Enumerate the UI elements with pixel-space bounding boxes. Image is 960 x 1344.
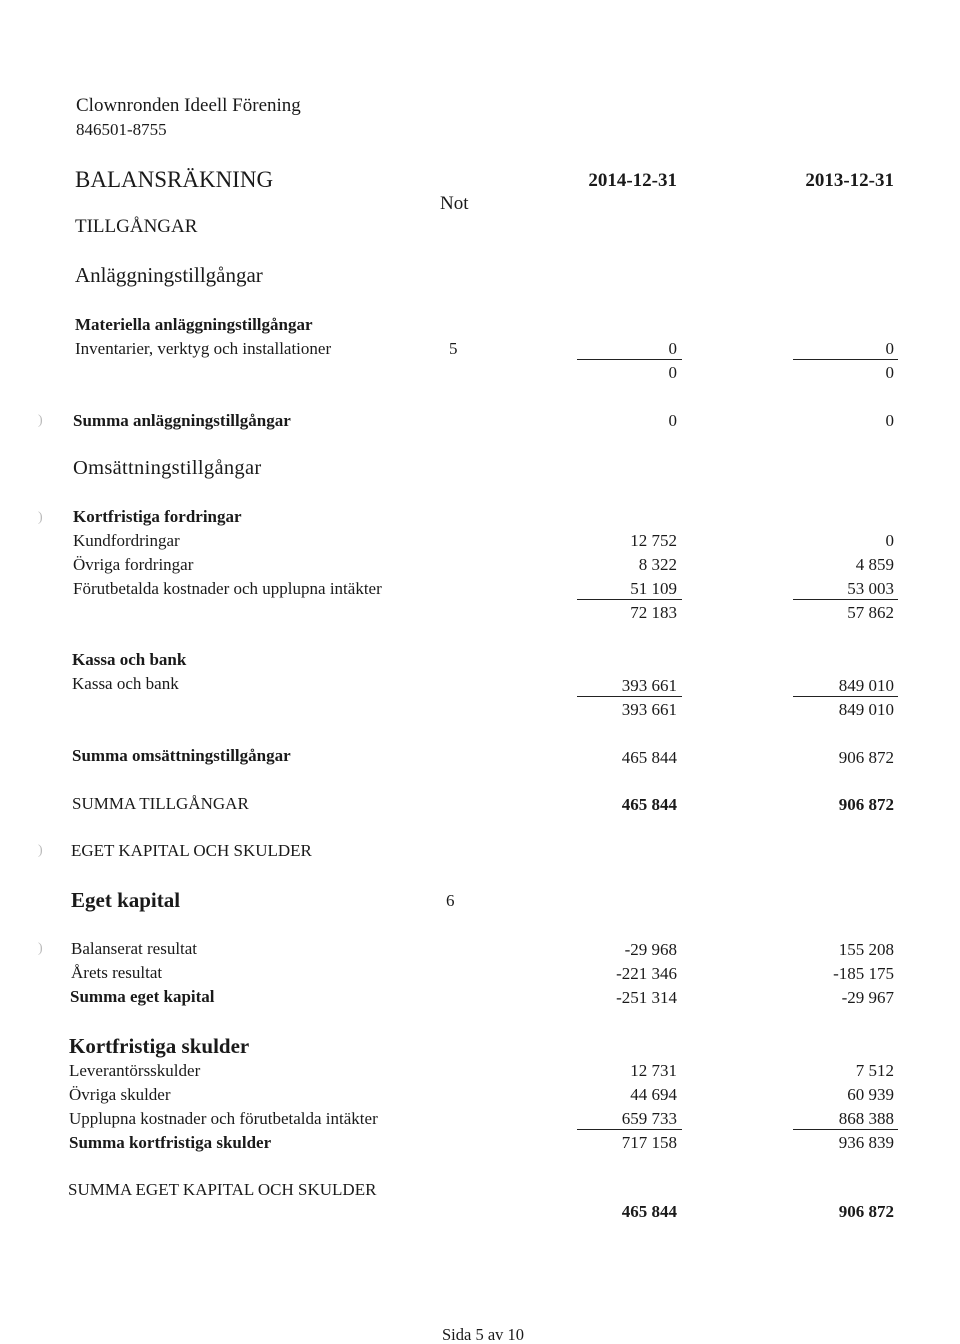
equity-total-label: Summa eget kapital bbox=[70, 987, 215, 1006]
underline bbox=[577, 599, 682, 600]
fixed-assets-total-2014: 0 bbox=[668, 411, 677, 430]
row-value-2013: 155 208 bbox=[838, 940, 894, 959]
row-label: Årets resultat bbox=[71, 963, 163, 982]
equity-liabilities-heading: EGET KAPITAL OCH SKULDER bbox=[71, 841, 312, 860]
subtotal-2014: 393 661 bbox=[621, 700, 677, 719]
subtotal-2014: 72 183 bbox=[630, 603, 677, 622]
tangible-assets-heading: Materiella anläggningstillgångar bbox=[75, 315, 313, 334]
equity-heading: Eget kapital bbox=[71, 888, 181, 912]
total-equity-liabilities-2014: 465 844 bbox=[621, 1202, 677, 1221]
row-value-2014: 0 bbox=[668, 339, 677, 358]
row-value-2014: 12 731 bbox=[630, 1061, 677, 1080]
note-column-header: Not bbox=[440, 193, 469, 214]
row-label: Inventarier, verktyg och installationer bbox=[75, 339, 332, 358]
current-assets-total-2014: 465 844 bbox=[621, 748, 677, 767]
page-number: Sida 5 av 10 bbox=[442, 1325, 525, 1344]
column-header-2014: 2014-12-31 bbox=[588, 170, 677, 191]
row-value-2014: -29 968 bbox=[624, 940, 677, 959]
total-equity-liabilities-2013: 906 872 bbox=[838, 1202, 894, 1221]
total-assets-2014: 465 844 bbox=[621, 795, 677, 814]
row-label: Kundfordringar bbox=[73, 531, 180, 550]
row-value-2014: 8 322 bbox=[638, 555, 677, 574]
note-number: 5 bbox=[449, 339, 458, 358]
underline bbox=[793, 1129, 898, 1130]
total-assets-label: SUMMA TILLGÅNGAR bbox=[72, 794, 249, 813]
row-value-2013: 0 bbox=[885, 531, 894, 550]
total-equity-liabilities-label: SUMMA EGET KAPITAL OCH SKULDER bbox=[68, 1180, 377, 1199]
scan-mark: ) bbox=[38, 941, 43, 956]
row-value-2013: 4 859 bbox=[855, 555, 894, 574]
subtotal-2013: 0 bbox=[885, 363, 894, 382]
note-number: 6 bbox=[446, 891, 455, 910]
column-header-2013: 2013-12-31 bbox=[805, 170, 894, 191]
short-term-liabilities-heading: Kortfristiga skulder bbox=[69, 1034, 250, 1058]
fixed-assets-total-2013: 0 bbox=[885, 411, 894, 430]
subtotal-2013: 57 862 bbox=[847, 603, 894, 622]
current-assets-heading: Omsättningstillgångar bbox=[73, 457, 262, 479]
row-value-2013: 60 939 bbox=[847, 1085, 894, 1104]
scan-mark: ) bbox=[38, 413, 43, 428]
row-label: Kassa och bank bbox=[72, 674, 179, 693]
row-value-2014: 393 661 bbox=[621, 676, 677, 695]
short-term-total-label: Summa kortfristiga skulder bbox=[69, 1133, 272, 1152]
row-value-2013: 53 003 bbox=[847, 579, 894, 598]
row-label: Balanserat resultat bbox=[71, 939, 198, 958]
page-title: BALANSRÄKNING bbox=[75, 167, 274, 192]
equity-total-2013: -29 967 bbox=[841, 988, 894, 1007]
underline bbox=[793, 696, 898, 697]
scan-mark: ) bbox=[38, 510, 43, 525]
org-number: 846501-8755 bbox=[76, 120, 167, 139]
row-label: Upplupna kostnader och förutbetalda intäkter bbox=[69, 1109, 378, 1128]
row-label: Övriga skulder bbox=[69, 1085, 171, 1104]
short-term-total-2014: 717 158 bbox=[621, 1133, 677, 1152]
row-value-2013: 7 512 bbox=[855, 1061, 894, 1080]
total-assets-2013: 906 872 bbox=[838, 795, 894, 814]
row-value-2014: 44 694 bbox=[630, 1085, 677, 1104]
underline bbox=[793, 359, 898, 360]
row-value-2013: 0 bbox=[885, 339, 894, 358]
row-label: Leverantörsskulder bbox=[69, 1061, 201, 1080]
underline bbox=[577, 696, 682, 697]
equity-total-2014: -251 314 bbox=[616, 988, 677, 1007]
underline bbox=[793, 599, 898, 600]
row-value-2014: 51 109 bbox=[630, 579, 677, 598]
underline bbox=[577, 359, 682, 360]
cash-heading: Kassa och bank bbox=[72, 650, 187, 669]
row-value-2014: 12 752 bbox=[630, 531, 677, 550]
row-value-2013: 868 388 bbox=[838, 1109, 894, 1128]
receivables-heading: Kortfristiga fordringar bbox=[73, 507, 242, 526]
row-value-2014: -221 346 bbox=[616, 964, 677, 983]
fixed-assets-heading: Anläggningstillgångar bbox=[75, 263, 263, 287]
row-label: Förutbetalda kostnader och upplupna intäkter bbox=[73, 579, 382, 598]
underline bbox=[577, 1129, 682, 1130]
row-value-2014: 659 733 bbox=[621, 1109, 677, 1128]
row-label: Övriga fordringar bbox=[73, 555, 194, 574]
row-value-2013: -185 175 bbox=[833, 964, 894, 983]
current-assets-total-label: Summa omsättningstillgångar bbox=[72, 746, 291, 765]
current-assets-total-2013: 906 872 bbox=[838, 748, 894, 767]
assets-heading: TILLGÅNGAR bbox=[75, 216, 198, 237]
short-term-total-2013: 936 839 bbox=[838, 1133, 894, 1152]
org-name: Clownronden Ideell Förening bbox=[76, 95, 301, 116]
subtotal-2014: 0 bbox=[668, 363, 677, 382]
fixed-assets-total-label: Summa anläggningstillgångar bbox=[73, 411, 291, 430]
scan-mark: ) bbox=[38, 843, 43, 858]
row-value-2013: 849 010 bbox=[838, 676, 894, 695]
subtotal-2013: 849 010 bbox=[838, 700, 894, 719]
